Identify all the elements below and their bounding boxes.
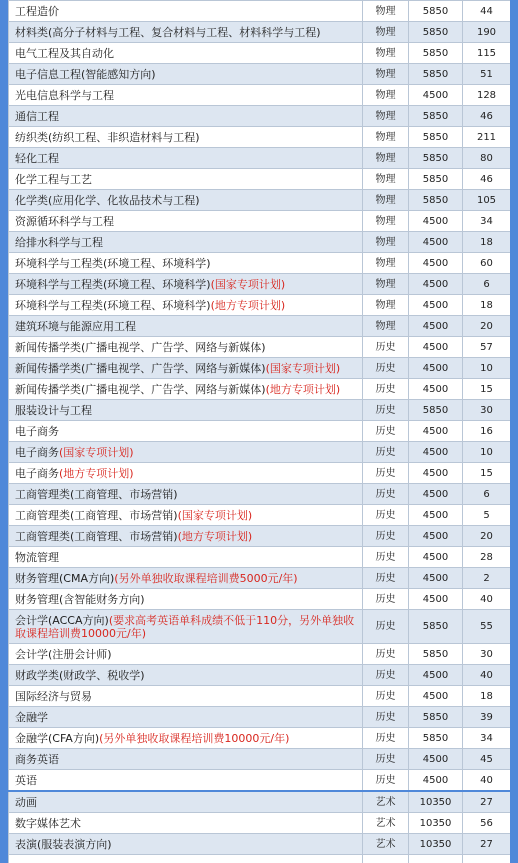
major-name-cell <box>9 442 363 463</box>
major-name: 通信工程 <box>15 109 59 123</box>
subject-category: 物理 <box>363 190 409 211</box>
tuition-fee: 4500 <box>409 316 463 337</box>
table-row <box>9 589 511 610</box>
major-name: 会计学(ACCA方向) <box>15 613 109 627</box>
subject-category: 历史 <box>363 547 409 568</box>
major-name-cell <box>9 190 363 211</box>
major-name: 环境科学与工程类(环境工程、环境科学) <box>15 298 211 312</box>
subject-category: 物理 <box>363 106 409 127</box>
tuition-fee: 5850 <box>409 43 463 64</box>
subject-category: 物理 <box>363 295 409 316</box>
subject-category: 历史 <box>363 665 409 686</box>
subject-category: 历史 <box>363 400 409 421</box>
subject-category: 历史 <box>363 728 409 749</box>
major-name: 电子信息工程(智能感知方向) <box>15 67 156 81</box>
subject-category: 物理 <box>363 232 409 253</box>
subject-category: 物理 <box>363 148 409 169</box>
enrollment-count: 6 <box>463 274 511 295</box>
table-row <box>9 253 511 274</box>
table-row <box>9 400 511 421</box>
table-row <box>9 274 511 295</box>
major-name-cell <box>9 295 363 316</box>
subject-category: 历史 <box>363 770 409 792</box>
enrollment-count: 28 <box>463 547 511 568</box>
subject-category: 历史 <box>363 463 409 484</box>
major-name: 财务管理(含智能财务方向) <box>15 592 145 606</box>
table-row <box>9 379 511 400</box>
major-name: 环境科学与工程类(环境工程、环境科学) <box>15 256 211 270</box>
major-name-cell <box>9 337 363 358</box>
table-row <box>9 211 511 232</box>
major-name-cell <box>9 232 363 253</box>
table-row <box>9 85 511 106</box>
subject-category: 历史 <box>363 421 409 442</box>
enrollment-count: 80 <box>463 148 511 169</box>
enrollment-count: 105 <box>463 190 511 211</box>
enrollment-count: 56 <box>463 813 511 834</box>
table-row <box>9 686 511 707</box>
subject-category: 历史 <box>363 337 409 358</box>
major-name-cell <box>9 484 363 505</box>
enrollment-count: 115 <box>463 43 511 64</box>
table-body <box>9 1 511 863</box>
major-name-cell <box>9 589 363 610</box>
table-row <box>9 442 511 463</box>
major-name-cell <box>9 400 363 421</box>
major-note: (国家专项计划) <box>265 361 341 375</box>
major-name-cell <box>9 547 363 568</box>
major-name: 财政学类(财政学、税收学) <box>15 668 145 682</box>
table-frame <box>8 0 510 863</box>
subject-category: 艺术 <box>363 813 409 834</box>
table-row <box>9 316 511 337</box>
table-row <box>9 232 511 253</box>
table-row <box>9 190 511 211</box>
table-row <box>9 421 511 442</box>
major-name-cell <box>9 644 363 665</box>
subject-category <box>363 855 409 863</box>
major-name-cell <box>9 316 363 337</box>
major-name: 电子商务 <box>15 445 59 459</box>
enrollment-count <box>463 855 511 863</box>
subject-category: 历史 <box>363 686 409 707</box>
enrollment-count: 40 <box>463 589 511 610</box>
major-note: (国家专项计划) <box>59 445 134 459</box>
major-name-cell <box>9 169 363 190</box>
major-name-cell <box>9 22 363 43</box>
subject-category: 物理 <box>363 316 409 337</box>
enrollment-count: 45 <box>463 749 511 770</box>
major-name: 化学类(应用化学、化妆品技术与工程) <box>15 193 200 207</box>
table-row <box>9 728 511 749</box>
table-row <box>9 644 511 665</box>
tuition-fee: 4500 <box>409 665 463 686</box>
tuition-fee: 4500 <box>409 253 463 274</box>
tuition-fee: 5850 <box>409 148 463 169</box>
major-name-cell <box>9 791 363 813</box>
tuition-fee: 4500 <box>409 211 463 232</box>
major-note: (地方专项计划) <box>210 298 286 312</box>
enrollment-count: 46 <box>463 106 511 127</box>
enrollment-count: 39 <box>463 707 511 728</box>
table-row <box>9 526 511 547</box>
major-name: 电子商务 <box>15 466 59 480</box>
major-name-cell <box>9 106 363 127</box>
enrollment-count: 10 <box>463 358 511 379</box>
major-name: 新闻传播学类(广播电视学、广告学、网络与新媒体) <box>15 340 266 354</box>
major-name: 化学工程与工艺 <box>15 172 92 186</box>
major-name-cell <box>9 127 363 148</box>
table-row <box>9 791 511 813</box>
major-name-cell <box>9 813 363 834</box>
tuition-fee: 5850 <box>409 64 463 85</box>
table-row <box>9 169 511 190</box>
enrollment-count: 40 <box>463 665 511 686</box>
tuition-fee <box>409 855 463 863</box>
tuition-fee: 10350 <box>409 813 463 834</box>
table-row <box>9 127 511 148</box>
subject-category: 历史 <box>363 644 409 665</box>
table-row <box>9 22 511 43</box>
enrollment-count: 30 <box>463 400 511 421</box>
major-name-cell <box>9 610 363 644</box>
major-note: (地方专项计划) <box>59 466 134 480</box>
table-row <box>9 463 511 484</box>
major-note: (要求高考英语单科成绩不低于110分，另外单独收取课程培训费10000元/年) <box>15 613 355 640</box>
enrollment-count: 20 <box>463 316 511 337</box>
tuition-fee: 4500 <box>409 442 463 463</box>
subject-category: 物理 <box>363 85 409 106</box>
table-row <box>9 505 511 526</box>
major-name: 金融学 <box>15 710 48 724</box>
table-row <box>9 64 511 85</box>
major-note: (地方专项计划) <box>177 529 253 543</box>
subject-category: 物理 <box>363 253 409 274</box>
major-name-cell <box>9 665 363 686</box>
major-name: 服装设计与工程 <box>15 403 92 417</box>
major-name-cell <box>9 148 363 169</box>
table-row <box>9 665 511 686</box>
enrollment-count: 10 <box>463 442 511 463</box>
table-row <box>9 547 511 568</box>
enrollment-count: 27 <box>463 834 511 855</box>
tuition-fee: 4500 <box>409 274 463 295</box>
enrollment-count: 57 <box>463 337 511 358</box>
major-name: 工程造价 <box>15 4 59 18</box>
tuition-fee: 4500 <box>409 421 463 442</box>
major-name: 国际经济与贸易 <box>15 689 92 703</box>
subject-category: 艺术 <box>363 791 409 813</box>
subject-category: 历史 <box>363 589 409 610</box>
major-name-cell <box>9 211 363 232</box>
major-name-cell <box>9 686 363 707</box>
major-name: 轻化工程 <box>15 151 59 165</box>
tuition-fee: 4500 <box>409 358 463 379</box>
enrollment-count: 20 <box>463 526 511 547</box>
major-name-cell <box>9 379 363 400</box>
admissions-table <box>8 0 510 863</box>
enrollment-count: 211 <box>463 127 511 148</box>
table-row <box>9 770 511 792</box>
table-row <box>9 568 511 589</box>
tuition-fee: 5850 <box>409 1 463 22</box>
subject-category: 艺术 <box>363 834 409 855</box>
table-row <box>9 337 511 358</box>
major-name-cell <box>9 85 363 106</box>
tuition-fee: 4500 <box>409 463 463 484</box>
major-name-cell <box>9 505 363 526</box>
subject-category: 物理 <box>363 22 409 43</box>
major-name-cell <box>9 43 363 64</box>
major-name: 环境科学与工程类(环境工程、环境科学) <box>15 277 211 291</box>
subject-category: 物理 <box>363 64 409 85</box>
subject-category: 历史 <box>363 505 409 526</box>
tuition-fee: 5850 <box>409 106 463 127</box>
major-name: 新闻传播学类(广播电视学、广告学、网络与新媒体) <box>15 382 266 396</box>
major-name-cell <box>9 770 363 792</box>
enrollment-count: 18 <box>463 232 511 253</box>
major-name-cell <box>9 358 363 379</box>
subject-category: 历史 <box>363 526 409 547</box>
table-row <box>9 610 511 644</box>
table-row <box>9 834 511 855</box>
major-name-cell <box>9 463 363 484</box>
table-row <box>9 148 511 169</box>
major-name: 给排水科学与工程 <box>15 235 103 249</box>
subject-category: 物理 <box>363 274 409 295</box>
major-name-cell <box>9 253 363 274</box>
tuition-fee: 5850 <box>409 22 463 43</box>
subject-category: 物理 <box>363 169 409 190</box>
major-name-cell <box>9 749 363 770</box>
major-name-cell <box>9 274 363 295</box>
tuition-fee: 4500 <box>409 337 463 358</box>
subject-category: 历史 <box>363 610 409 644</box>
enrollment-count: 6 <box>463 484 511 505</box>
major-name: 英语 <box>15 773 37 787</box>
tuition-fee: 5850 <box>409 127 463 148</box>
major-note: (地方专项计划) <box>265 382 341 396</box>
table-row <box>9 295 511 316</box>
subject-category: 历史 <box>363 379 409 400</box>
subject-category: 物理 <box>363 43 409 64</box>
tuition-fee: 4500 <box>409 589 463 610</box>
enrollment-count: 44 <box>463 1 511 22</box>
subject-category: 历史 <box>363 707 409 728</box>
tuition-fee: 4500 <box>409 232 463 253</box>
enrollment-count: 15 <box>463 463 511 484</box>
major-name: 建筑环境与能源应用工程 <box>15 319 136 333</box>
tuition-fee: 4500 <box>409 770 463 792</box>
tuition-fee: 4500 <box>409 379 463 400</box>
tuition-fee: 10350 <box>409 791 463 813</box>
major-name: 电子商务 <box>15 424 59 438</box>
enrollment-count: 34 <box>463 728 511 749</box>
tuition-fee: 4500 <box>409 547 463 568</box>
major-name-cell <box>9 526 363 547</box>
enrollment-count: 60 <box>463 253 511 274</box>
tuition-fee: 5850 <box>409 728 463 749</box>
tuition-fee: 5850 <box>409 644 463 665</box>
table-row <box>9 855 511 863</box>
tuition-fee: 5850 <box>409 190 463 211</box>
tuition-fee: 4500 <box>409 295 463 316</box>
enrollment-count: 34 <box>463 211 511 232</box>
tuition-fee: 10350 <box>409 834 463 855</box>
tuition-fee: 5850 <box>409 169 463 190</box>
major-name: 会计学(注册会计师) <box>15 647 112 661</box>
table-row <box>9 358 511 379</box>
enrollment-count: 55 <box>463 610 511 644</box>
major-name: 新闻传播学类(广播电视学、广告学、网络与新媒体) <box>15 361 266 375</box>
major-name: 纺织类(纺织工程、非织造材料与工程) <box>15 130 200 144</box>
subject-category: 物理 <box>363 127 409 148</box>
subject-category: 历史 <box>363 358 409 379</box>
enrollment-count: 40 <box>463 770 511 792</box>
major-name: 动画 <box>15 795 37 809</box>
table-row <box>9 813 511 834</box>
enrollment-count: 128 <box>463 85 511 106</box>
subject-category: 物理 <box>363 1 409 22</box>
enrollment-count: 27 <box>463 791 511 813</box>
subject-category: 历史 <box>363 568 409 589</box>
major-name: 工商管理类(工商管理、市场营销) <box>15 508 178 522</box>
major-note: (另外单独收取课程培训费5000元/年) <box>114 571 298 585</box>
subject-category: 历史 <box>363 442 409 463</box>
table-row <box>9 749 511 770</box>
tuition-fee: 4500 <box>409 85 463 106</box>
major-name: 工商管理类(工商管理、市场营销) <box>15 529 178 543</box>
table-row <box>9 707 511 728</box>
table-row <box>9 106 511 127</box>
tuition-fee: 5850 <box>409 400 463 421</box>
enrollment-count: 18 <box>463 295 511 316</box>
major-name-cell <box>9 1 363 22</box>
subject-category: 历史 <box>363 749 409 770</box>
major-name: 数字媒体艺术 <box>15 816 81 830</box>
tuition-fee: 4500 <box>409 484 463 505</box>
major-name-cell <box>9 64 363 85</box>
table-row <box>9 1 511 22</box>
tuition-fee: 5850 <box>409 610 463 644</box>
subject-category: 历史 <box>363 484 409 505</box>
major-name: 资源循环科学与工程 <box>15 214 114 228</box>
major-name: 物流管理 <box>15 550 59 564</box>
enrollment-count: 30 <box>463 644 511 665</box>
major-note: (另外单独收取课程培训费10000元/年) <box>99 731 290 745</box>
major-name-cell <box>9 834 363 855</box>
enrollment-count: 46 <box>463 169 511 190</box>
major-name: 工商管理类(工商管理、市场营销) <box>15 487 178 501</box>
enrollment-count: 15 <box>463 379 511 400</box>
major-note: (国家专项计划) <box>210 277 286 291</box>
major-name: 材料类(高分子材料与工程、复合材料与工程、材料科学与工程) <box>15 25 321 39</box>
enrollment-count: 16 <box>463 421 511 442</box>
major-note: (国家专项计划) <box>177 508 253 522</box>
tuition-fee: 4500 <box>409 568 463 589</box>
tuition-fee: 4500 <box>409 526 463 547</box>
table-row <box>9 484 511 505</box>
major-name: 电气工程及其自动化 <box>15 46 114 60</box>
major-name: 光电信息科学与工程 <box>15 88 114 102</box>
major-name-cell <box>9 421 363 442</box>
major-name: 商务英语 <box>15 752 59 766</box>
major-name-cell <box>9 855 363 863</box>
major-name: 财务管理(CMA方向) <box>15 571 115 585</box>
major-name-cell <box>9 728 363 749</box>
table-row <box>9 43 511 64</box>
major-name-cell <box>9 707 363 728</box>
major-name: 表演(服装表演方向) <box>15 837 112 851</box>
enrollment-count: 18 <box>463 686 511 707</box>
enrollment-count: 5 <box>463 505 511 526</box>
enrollment-count: 2 <box>463 568 511 589</box>
tuition-fee: 5850 <box>409 707 463 728</box>
subject-category: 物理 <box>363 211 409 232</box>
tuition-fee: 4500 <box>409 686 463 707</box>
enrollment-count: 190 <box>463 22 511 43</box>
tuition-fee: 4500 <box>409 505 463 526</box>
major-name: 金融学(CFA方向) <box>15 731 100 745</box>
enrollment-count: 51 <box>463 64 511 85</box>
major-name-cell <box>9 568 363 589</box>
tuition-fee: 4500 <box>409 749 463 770</box>
